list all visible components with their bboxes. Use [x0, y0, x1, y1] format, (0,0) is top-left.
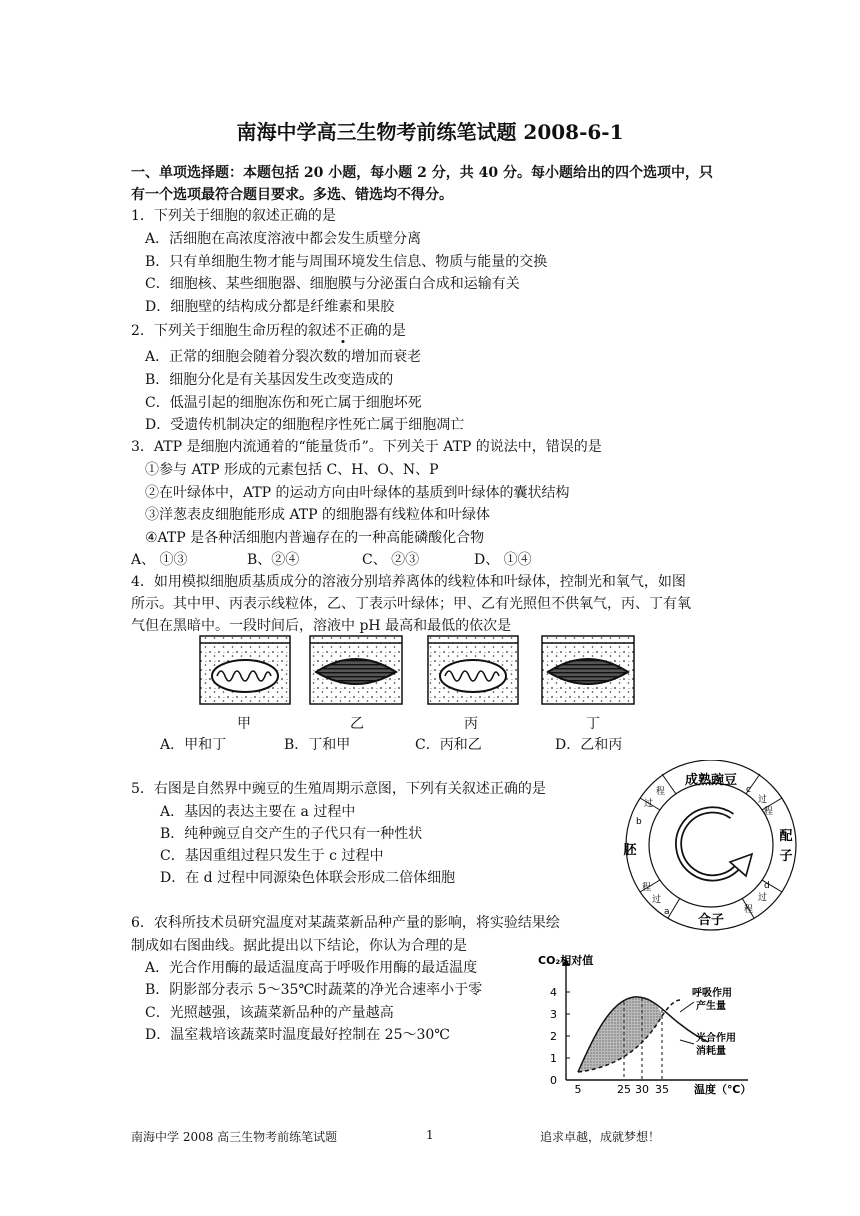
label-process-a: a: [664, 907, 670, 917]
chart-y-tick: 4: [550, 986, 557, 999]
q5-option-a: A．基因的表达主要在 a 过程中: [160, 804, 356, 820]
label-zygote: 合子: [697, 913, 725, 928]
q4-stem-line3: 气但在黑暗中。一段时间后，溶液中 pH 最高和最低的依次是: [131, 618, 512, 634]
q5-option-c: C．基因重组过程只发生于 c 过程中: [160, 848, 384, 864]
q3-option-c: C、 ②③: [362, 552, 420, 568]
cycle-inner-ring: [649, 783, 773, 907]
chart-label-photo-2: 产生量: [696, 1001, 726, 1012]
q4-organelle-figure: [190, 632, 640, 710]
chart-label-resp-1: 光合作用: [696, 1033, 736, 1044]
q1-stem: 1．下列关于细胞的叙述正确的是: [131, 208, 336, 224]
label-process-c-cheng: 程: [764, 807, 774, 817]
chart-shaded-area: [578, 997, 662, 1072]
beaker-yi: [310, 636, 402, 704]
q4-option-a: A．甲和丁: [160, 737, 227, 753]
label-process-b-cheng: 程: [656, 787, 666, 797]
q2-option-b: B．细胞分化是有关基因发生改变造成的: [145, 372, 394, 388]
label-gamete-1: 配: [779, 829, 793, 844]
label-process-a-cheng: 程: [642, 883, 652, 893]
q4-stem-line2: 所示。其中甲、丙表示线粒体，乙、丁表示叶绿体；甲、乙有光照但不供氧气，丙、丁有氧: [131, 596, 691, 612]
q2-option-c: C．低温引起的细胞冻伤和死亡属于细胞坏死: [145, 395, 422, 411]
chart-y-label: CO₂相对值: [538, 954, 594, 967]
q6-option-a: A．光合作用酶的最适温度高于呼吸作用酶的最适温度: [145, 960, 478, 976]
chart-label-photo-1: 呼吸作用: [692, 988, 732, 999]
footer-left: 南海中学 2008 高三生物考前练笔试题: [131, 1130, 338, 1144]
q2-stem-pre: 2．下列关于细胞生命历程的叙述: [131, 323, 336, 339]
label-process-a-guo: 过: [652, 895, 662, 905]
q3-option-d: D、 ①④: [474, 552, 532, 568]
q4-label-jia: 甲: [237, 716, 251, 732]
label-process-c: c: [746, 785, 751, 795]
q6-option-b: B．阴影部分表示 5～35℃时蔬菜的净光合速率小于零: [145, 982, 483, 998]
q2-stem: [131, 320, 406, 342]
q5-option-d: D．在 d 过程中同源染色体联会形成二倍体细胞: [160, 870, 456, 886]
footer-right: 追求卓越，成就梦想！: [540, 1130, 661, 1144]
beaker-ding: [542, 636, 634, 704]
q5-cycle-diagram: [612, 760, 802, 932]
q4-label-ding: 丁: [586, 716, 600, 732]
q2-stem-emphasis: 不: [335, 323, 350, 339]
label-process-b-guo: 过: [644, 799, 654, 809]
q2-stem-post: 正确的是: [349, 323, 406, 339]
section-header-line2: 有一个选项最符合题目要求。多选、错选均不得分。: [131, 187, 453, 203]
q3-item-2: ②在叶绿体中，ATP 的运动方向由叶绿体的基质到叶绿体的囊状结构: [145, 485, 570, 501]
q1-option-a: A．活细胞在高浓度溶液中都会发生质壁分离: [145, 231, 422, 247]
label-mature-pea: 成熟豌豆: [684, 773, 738, 788]
q3-item-4: ④ATP 是各种活细胞内普遍存在的一种高能磷酸化合物: [145, 530, 485, 546]
q3-item-3: ③洋葱表皮细胞能形成 ATP 的细胞器有线粒体和叶绿体: [145, 507, 491, 523]
label-embryo: 胚: [623, 843, 637, 858]
q5-stem: 5．右图是自然界中豌豆的生殖周期示意图，下列有关叙述正确的是: [131, 781, 546, 797]
footer-page-number: 1: [426, 1128, 434, 1142]
q1-option-b: B．只有单细胞生物才能与周围环境发生信息、物质与能量的交换: [145, 254, 548, 270]
chart-y-tick: 1: [550, 1052, 557, 1065]
q3-stem: 3．ATP 是细胞内流通着的“能量货币”。下列关于 ATP 的说法中，错误的是: [131, 439, 602, 455]
section-header-line1: 一、单项选择题：本题包括 20 小题，每小题 2 分，共 40 分。每小题给出的四个选项中，只: [131, 165, 713, 181]
chart-y-tick: 0: [550, 1074, 557, 1087]
q2-option-d: D．受遗传机制决定的细胞程序性死亡属于细胞凋亡: [145, 417, 465, 433]
chart-x-tick: 5: [574, 1083, 582, 1096]
chart-label-resp-2: 消耗量: [696, 1046, 726, 1057]
q6-stem-line1: 6．农科所技术员研究温度对某蔬菜新品种产量的影响，将实验结果绘: [131, 915, 560, 931]
q3-option-b: B、②④: [247, 552, 300, 568]
q5-option-b: B．纯种豌豆自交产生的子代只有一种性状: [160, 826, 423, 842]
chart-y-tick: 3: [550, 1008, 557, 1021]
beaker-jia: [200, 636, 290, 704]
page-title: 南海中学高三生物考前练笔试题 2008-6-1: [236, 120, 624, 144]
label-gamete-2: 子: [779, 849, 793, 864]
chart-x-label: 温度（℃）: [694, 1083, 752, 1096]
q1-option-d: D．细胞壁的结构成分都是纤维素和果胶: [145, 299, 395, 315]
q4-label-yi: 乙: [350, 716, 364, 732]
chart-y-tick: 2: [550, 1030, 557, 1043]
q2-option-a: A．正常的细胞会随着分裂次数的增加而衰老: [145, 349, 422, 365]
label-process-c-guo: 过: [758, 795, 768, 805]
q4-label-bing: 丙: [464, 716, 478, 732]
q6-option-c: C．光照越强，该蔬菜新品种的产量越高: [145, 1005, 394, 1021]
q3-option-a: A、 ①③: [131, 552, 188, 568]
label-process-b: b: [636, 817, 642, 827]
q6-stem-line2: 制成如右图曲线。据此提出以下结论，你认为合理的是: [131, 938, 467, 954]
q4-option-b: B．丁和甲: [284, 737, 351, 753]
q4-option-c: C．丙和乙: [415, 737, 482, 753]
chart-x-tick: 30: [635, 1083, 649, 1096]
label-process-d-cheng: 程: [744, 905, 754, 915]
label-process-d: d: [764, 881, 770, 891]
q3-item-1: ①参与 ATP 形成的元素包括 C、H、O、N、P: [145, 462, 439, 478]
chart-x-tick: 25: [617, 1083, 631, 1096]
q6-co2-temperature-chart: [530, 950, 790, 1100]
beaker-bing: [428, 636, 518, 704]
q1-option-c: C．细胞核、某些细胞器、细胞膜与分泌蛋白合成和运输有关: [145, 276, 520, 292]
chart-x-tick: 35: [655, 1083, 669, 1096]
q6-option-d: D．温室栽培该蔬菜时温度最好控制在 25～30℃: [145, 1027, 450, 1043]
q4-stem-line1: 4．如用模拟细胞质基质成分的溶液分别培养离体的线粒体和叶绿体，控制光和氧气，如图: [131, 574, 686, 590]
label-process-d-guo: 过: [758, 893, 768, 903]
q4-option-d: D．乙和丙: [555, 737, 623, 753]
